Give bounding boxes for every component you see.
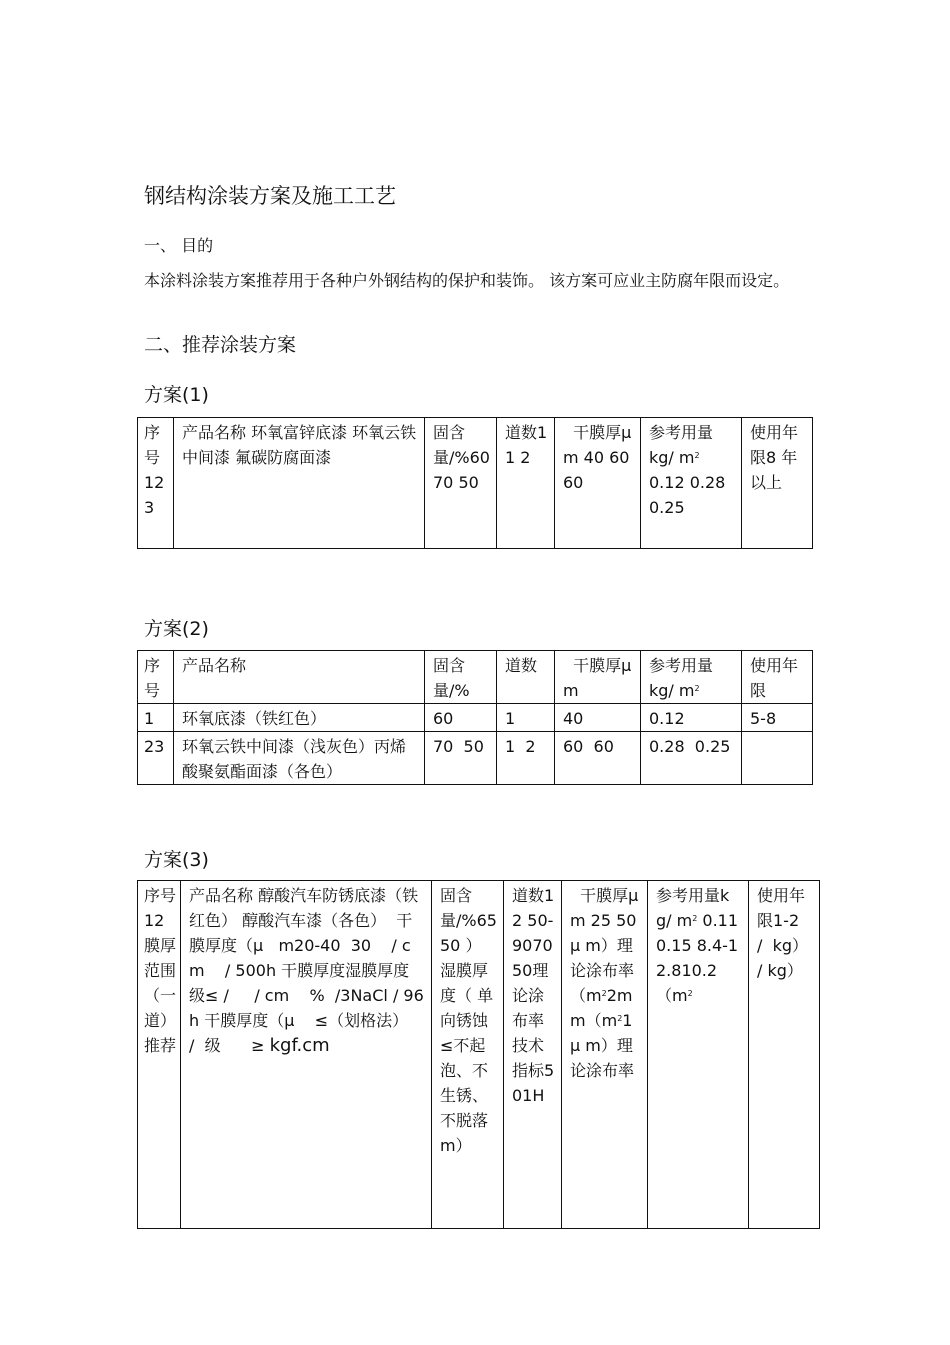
- purpose-paragraph: 本涂料涂装方案推荐用于各种户外钢结构的保护和装饰。 该方案可应业主防腐年限而设定。: [144, 271, 790, 290]
- plan3-product-cell: [181, 881, 445, 1229]
- plan3-row: [138, 881, 820, 1229]
- plan2-row-2: [138, 732, 813, 785]
- plan3-dft-sup: 2: [601, 989, 607, 998]
- plan1-usage-values: 0.12 0.28 0.25: [649, 473, 726, 517]
- plan3-life-cell: 使用年限1-2 / kg） / kg）: [749, 881, 820, 1229]
- plan3-dft-text-2: 2mm（m: [570, 986, 633, 1030]
- plan3-usage-values: 0.11 0.15 8.4-12.810.2 （m: [656, 911, 749, 1005]
- plan1-product-cell: 产品名称 环氧富锌底漆 环氧云铁中间漆 氟碳防腐面漆: [174, 418, 425, 549]
- plan3-dft-text-3: 1 μ m）理论涂布率: [570, 1011, 643, 1080]
- plan2-r2-solids: 70 50: [425, 732, 497, 785]
- plan3-usage-cell: [648, 881, 749, 1229]
- plan2-header-row: [138, 651, 813, 704]
- plan2-r1-solids: 60: [425, 704, 497, 732]
- plan2-usage-header-sup: 2: [694, 684, 700, 693]
- plan3-solids-cell: 固含量/%65 50 ）湿膜厚度（ 单向锈蚀≤不起泡、不生锈、不脱落 m）: [432, 881, 504, 1229]
- plan3-product-unit: kgf.cm: [269, 1035, 330, 1056]
- plan1-usage-text: 参考用量kg/ m: [649, 423, 714, 467]
- plan1-label: 方案(1): [144, 384, 209, 406]
- plan3-dft-sup-2: 2: [617, 1014, 623, 1023]
- plan3-usage-text: 参考用量kg/ m: [656, 886, 730, 930]
- plan1-coats-cell: 道数1 1 2: [497, 418, 555, 549]
- plan2-r2-product: 环氧云铁中间漆（浅灰色）丙烯酸聚氨酯面漆（各色）: [174, 732, 425, 785]
- plan2-r1-usage: 0.12: [641, 704, 742, 732]
- plan2-solids-header: 固含量/%: [425, 651, 497, 704]
- plan1-row: [138, 418, 813, 549]
- plan2-life-header: 使用年限: [742, 651, 813, 704]
- plan1-solids-cell: 固含量/%60 70 50: [425, 418, 497, 549]
- plan2-usage-header: [641, 651, 742, 704]
- plan1-life-cell: 使用年限8 年以上: [742, 418, 813, 549]
- plan2-r1-dft: 40: [555, 704, 641, 732]
- plan3-usage-sup: 2: [692, 914, 698, 923]
- plan2-seq-header: 序号: [138, 651, 174, 704]
- plan1-seq-cell: 序号123: [138, 418, 174, 549]
- plan3-usage-sup-2: 2: [687, 989, 693, 998]
- plan1-dft-cell: 干膜厚μ m 40 60 60: [555, 418, 641, 549]
- plan2-row-1: [138, 704, 813, 732]
- plan2-r1-seq: 1: [138, 704, 174, 732]
- section-heading-schemes: 二、推荐涂装方案: [144, 334, 297, 356]
- plan2-r2-dft: 60 60: [555, 732, 641, 785]
- plan3-label: 方案(3): [144, 849, 209, 871]
- plan3-coats-cell: 道数1 2 50-9070 50理论涂布率技术指标501H: [504, 881, 562, 1229]
- plan2-r2-usage: 0.28 0.25: [641, 732, 742, 785]
- plan2-r1-life: 5-8: [742, 704, 813, 732]
- plan3-product-text: 产品名称 醇酸汽车防锈底漆（铁红色） 醇酸汽车漆（各色） 干膜厚度（μ m20-40 30 / cm / 500h 干膜厚度湿膜厚度 级≤ / / cm % /3NaCl / 96h 干膜厚度（μ ≤（划格法）: [189, 886, 445, 1030]
- plan2-r2-seq: 23: [138, 732, 174, 785]
- plan3-product-grade: / 级 ≥: [189, 1036, 265, 1055]
- plan3-seq-cell: 序号12膜厚范围（一道）推荐: [138, 881, 181, 1229]
- plan1-usage-sup: 2: [694, 451, 700, 460]
- plan3-table: [137, 880, 824, 1229]
- plan2-r2-coats: 1 2: [497, 732, 555, 785]
- plan3-dft-text: 干膜厚μ m 25 50 μ m）理论涂布率（m: [570, 886, 644, 1005]
- plan2-table: [137, 650, 813, 785]
- plan2-r2-life: [742, 732, 813, 785]
- plan2-r1-coats: 1: [497, 704, 555, 732]
- plan2-coats-header: 道数: [497, 651, 555, 704]
- plan1-usage-cell: [641, 418, 742, 549]
- plan2-product-header: 产品名称: [174, 651, 425, 704]
- plan2-r1-product: 环氧底漆（铁红色）: [174, 704, 425, 732]
- plan2-dft-header: 干膜厚μ m: [555, 651, 641, 704]
- document-title: 钢结构涂装方案及施工工艺: [144, 184, 396, 208]
- plan1-table: [137, 417, 813, 549]
- plan3-dft-cell: [562, 881, 648, 1229]
- section-heading-purpose: 一、 目的: [144, 236, 214, 255]
- plan2-label: 方案(2): [144, 618, 209, 640]
- plan2-usage-header-text: 参考用量kg/ m: [649, 656, 714, 700]
